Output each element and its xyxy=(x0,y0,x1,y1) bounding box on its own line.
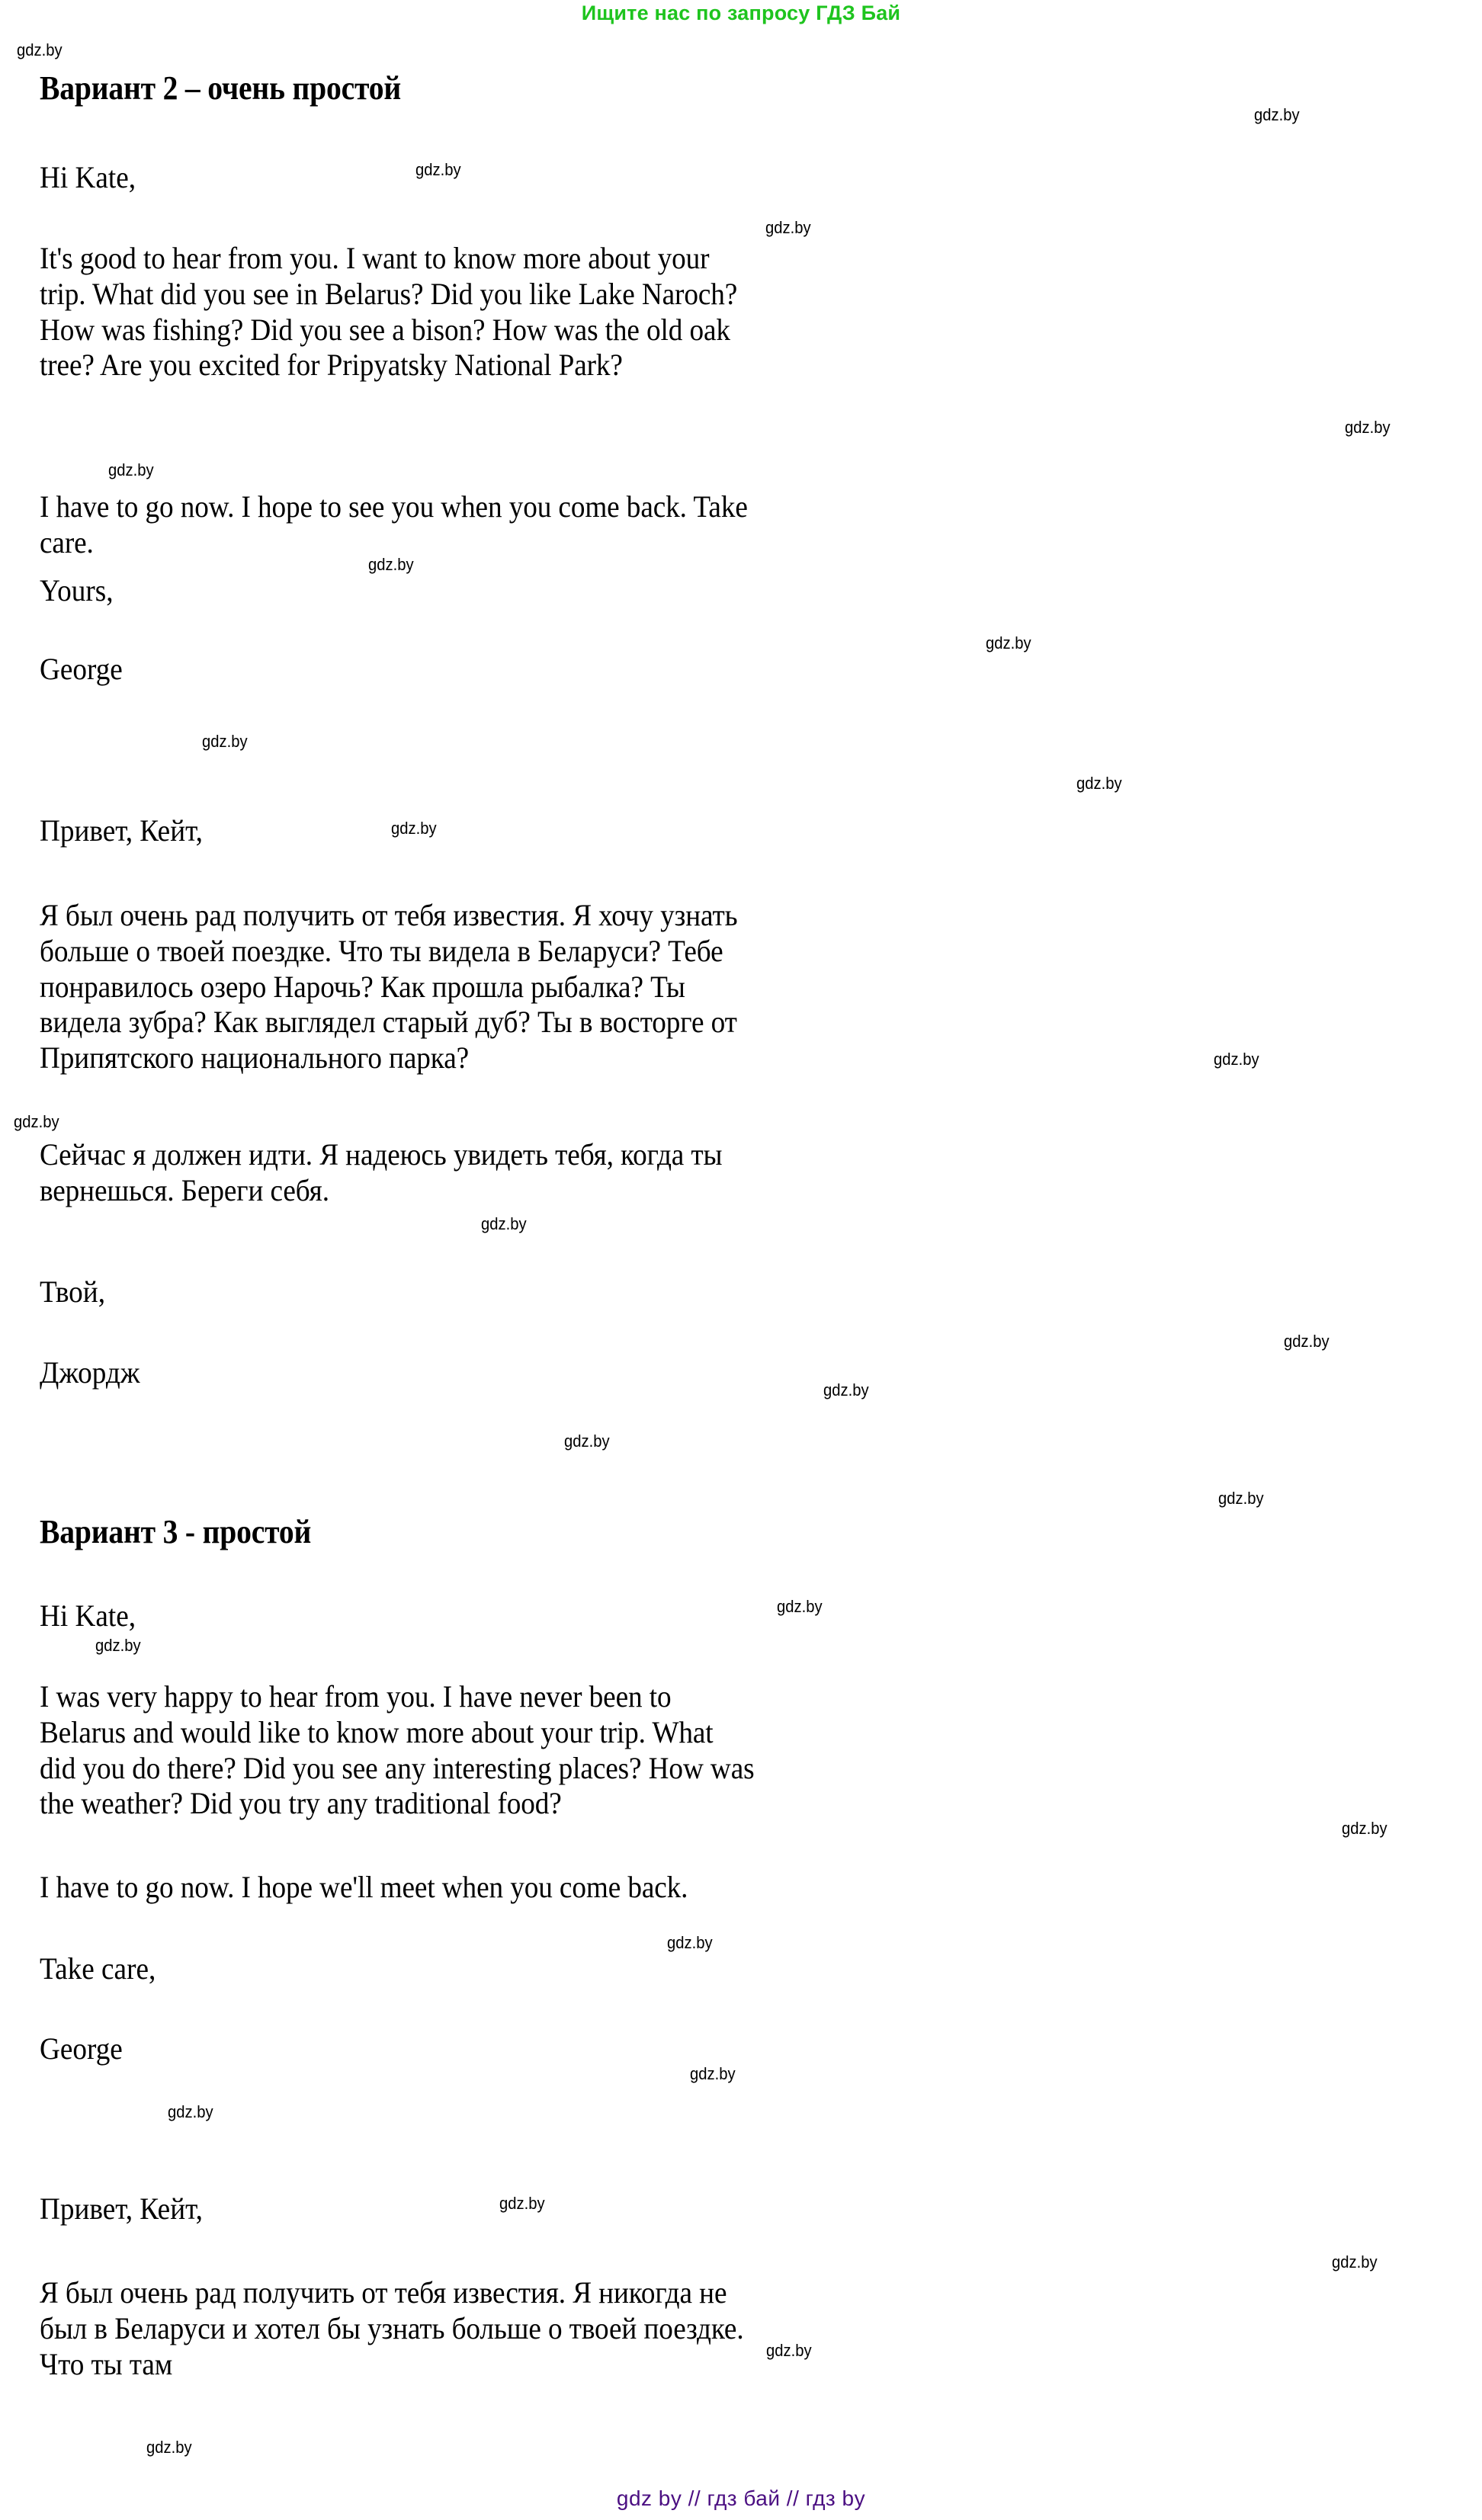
watermark-gdz: gdz.by xyxy=(481,1214,527,1233)
variant-3-russian-greeting: Привет, Кейт, xyxy=(40,2191,203,2226)
watermark-gdz: gdz.by xyxy=(986,633,1031,652)
watermark-gdz: gdz.by xyxy=(1345,418,1391,437)
variant-2-heading: Вариант 2 – очень простой xyxy=(40,69,402,107)
watermark-gdz: gdz.by xyxy=(14,1112,59,1131)
watermark-gdz: gdz.by xyxy=(146,2438,192,2457)
variant-2-english-closing: I have to go now. I hope to see you when you come back. Take care. xyxy=(40,489,748,559)
watermark-gdz: gdz.by xyxy=(1214,1050,1259,1069)
watermark-gdz: gdz.by xyxy=(415,160,461,179)
variant-2-english-body: It's good to hear from you. I want to know more about your trip. What did you see in Belarus? Did you like Lake Naroch? How was fishing? Did you see a bison? How was the old oak tree? Are you excited for Pripyatsky National Park? xyxy=(40,241,738,383)
variant-2-russian-signature: Джордж xyxy=(40,1355,140,1390)
variant-2-english-signoff: Yours, xyxy=(40,573,114,608)
watermark-gdz: gdz.by xyxy=(168,2102,213,2121)
variant-2-russian-body: Я был очень рад получить от тебя известия. Я хочу узнать больше о твоей поездке. Что ты видела в Беларуси? Тебе понравилось озеро Нарочь? Как прошла рыбалка? Ты видела зубра? Как выглядел старый дуб? Ты в восторге от Припятского национального парка? xyxy=(40,898,738,1076)
variant-3-heading: Вариант 3 - простой xyxy=(40,1513,312,1550)
variant-3-english-closing: I have to go now. I hope we'll meet when you come back. xyxy=(40,1870,688,1904)
watermark-gdz: gdz.by xyxy=(1284,1332,1330,1351)
footer-site-link[interactable]: gdz by // гдз бай // гдз by xyxy=(616,2486,866,2510)
watermark-gdz: gdz.by xyxy=(17,40,63,59)
watermark-gdz: gdz.by xyxy=(1342,1819,1387,1838)
watermark-gdz: gdz.by xyxy=(1332,2252,1378,2272)
watermark-gdz: gdz.by xyxy=(766,2341,812,2360)
variant-3-english-body: I was very happy to hear from you. I have never been to Belarus and would like to know more about your trip. What did you do there? Did you see any interesting places? How was the weather? Did you try any traditional food? xyxy=(40,1679,755,1821)
variant-2-english-greeting: Hi Kate, xyxy=(40,160,136,194)
watermark-gdz: gdz.by xyxy=(823,1380,869,1399)
watermark-gdz: gdz.by xyxy=(765,218,811,237)
watermark-gdz: gdz.by xyxy=(777,1597,823,1616)
promo-banner-text: Ищите нас по запросу ГДЗ Бай xyxy=(581,2,901,24)
watermark-gdz: gdz.by xyxy=(690,2064,736,2083)
variant-3-english-greeting: Hi Kate, xyxy=(40,1598,136,1633)
variant-3-russian-body: Я был очень рад получить от тебя известия. Я никогда не был в Беларуси и хотел бы узнать больше о твоей поездке. Что ты там xyxy=(40,2275,744,2381)
variant-2-russian-signoff: Твой, xyxy=(40,1274,105,1309)
watermark-gdz: gdz.by xyxy=(1218,1489,1264,1508)
watermark-gdz: gdz.by xyxy=(202,732,248,751)
watermark-gdz: gdz.by xyxy=(391,819,437,838)
watermark-gdz: gdz.by xyxy=(499,2194,545,2213)
watermark-gdz: gdz.by xyxy=(667,1933,713,1952)
watermark-gdz: gdz.by xyxy=(564,1432,610,1451)
variant-3-english-signoff: Take care, xyxy=(40,1951,156,1986)
watermark-gdz: gdz.by xyxy=(1254,105,1300,124)
variant-2-russian-closing: Сейчас я должен идти. Я надеюсь увидеть тебя, когда ты вернешься. Береги себя. xyxy=(40,1137,723,1207)
watermark-gdz: gdz.by xyxy=(368,555,414,574)
variant-3-english-signature: George xyxy=(40,2031,123,2066)
watermark-gdz: gdz.by xyxy=(1076,774,1122,793)
watermark-gdz: gdz.by xyxy=(95,1636,141,1655)
variant-2-english-signature: George xyxy=(40,652,123,686)
watermark-gdz: gdz.by xyxy=(108,460,154,479)
variant-2-russian-greeting: Привет, Кейт, xyxy=(40,813,203,848)
